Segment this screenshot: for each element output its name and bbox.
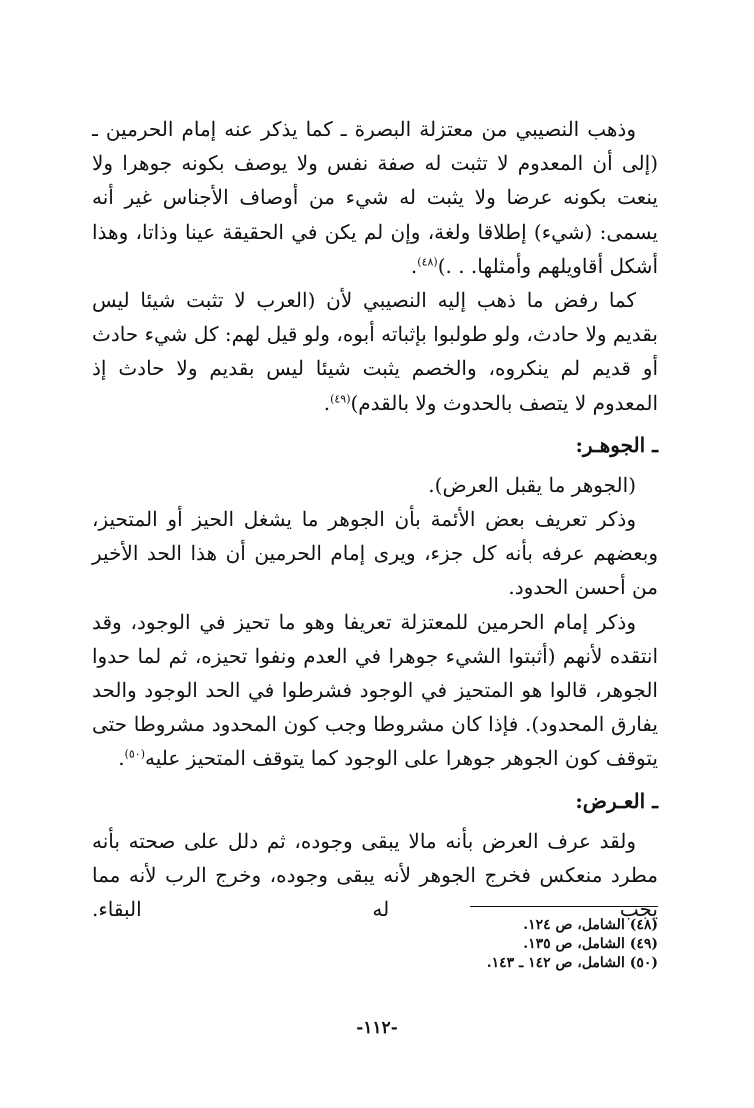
paragraph-text: وذكر تعريف بعض الأئمة بأن الجوهر ما يشغل الحيز أو المتحيز، وبعضهم عرفه بأنه كل جزء، ويرى إمام الحرمين أن هذا الحد الأخير من أحسن الحدود.	[92, 507, 658, 600]
footnote-49: (٤٩) الشامل، ص ١٣٥.	[523, 936, 658, 952]
paragraph-nasibi-view	[92, 112, 658, 283]
footnote-50: (٥٠) الشامل، ص ١٤٢ ـ ١٤٣.	[486, 955, 658, 971]
paragraph-text: (الجوهر ما يقبل العرض).	[428, 472, 636, 497]
footnote-48: (٤٨) الشامل، ص ١٢٤.	[523, 917, 658, 933]
paragraph-end: .	[118, 746, 125, 771]
page-number: -١١٢-	[356, 1018, 398, 1038]
paragraph-text: ولقد عرف العرض بأنه مالا يبقى وجوده، ثم دلل على صحته بأنه مطرد منعكس فخرج الجوهر لأنه يبقى وجوده، وخرج الرب لأنه مما يجب له البقاء.	[92, 828, 658, 922]
paragraph-text: وذكر إمام الحرمين للمعتزلة تعريفا وهو ما تحيز في الوجود، وقد انتقده لأنهم (أثبتوا الشيء جوهرا في العدم ونفوا تحيزه، ثم لما حدوا الجوهر، قالوا هو المتحيز في الوجود فشرطوا في الحد الوجود والحد يفارق المحدود). فإذا كان مشروطا وجب كون المحدود مشروطا حتى يتوقف كون الجوهر جوهرا على الوجود كما يتوقف المتحيز عليه	[92, 609, 658, 771]
paragraph-text: كما رفض ما ذهب إليه النصيبي لأن (العرب لا تثبت شيئا ليس بقديم ولا حادث، ولو طولبوا بإثباته أبوه، ولو قيل لهم: كل شيء حادث أو قديم لم ينكروه، والخصم يثبت شيئا ليس بقديم ولا حادث إذ المعدوم لا يتصف بالحدوث ولا بالقدم)	[92, 288, 658, 415]
section-heading-jawhar: ـ الجوهـر:	[575, 432, 658, 457]
footnote-ref-48: (٤٨)	[417, 255, 438, 269]
paragraph-text: وذهب النصيبي من معتزلة البصرة ـ كما يذكر عنه إمام الحرمين ـ (إلى أن المعدوم لا تثبت له صفة نفس ولا يوصف بكونه جوهرا ولا ينعت بكونه عرضا ولا يثبت له شيء من أوصاف الأجناس غير أنه يسمى: (شيء) إطلاقا ولغة، وإن لم يكن في الحقيقة عينا وذاتا، وهذا أشكل أقاويلهم وأمثلها. . .)	[92, 117, 658, 278]
paragraph-end: .	[323, 390, 331, 415]
paragraph-mutazila-definition	[92, 605, 658, 776]
footnote-ref-49: (٤٩)	[330, 391, 351, 405]
paragraph-jawhar-imams	[92, 502, 658, 605]
paragraph-rejection	[92, 283, 658, 420]
footnotes	[258, 916, 658, 973]
paragraph-arad-definition	[92, 824, 658, 927]
footnote-divider	[470, 906, 658, 907]
page-body	[92, 112, 658, 926]
paragraph-end: .	[410, 253, 418, 278]
section-heading-arad: ـ العـرض:	[575, 788, 658, 813]
paragraph-jawhar-definition	[92, 468, 658, 502]
footnote-ref-50: (٥٠)	[124, 747, 145, 761]
